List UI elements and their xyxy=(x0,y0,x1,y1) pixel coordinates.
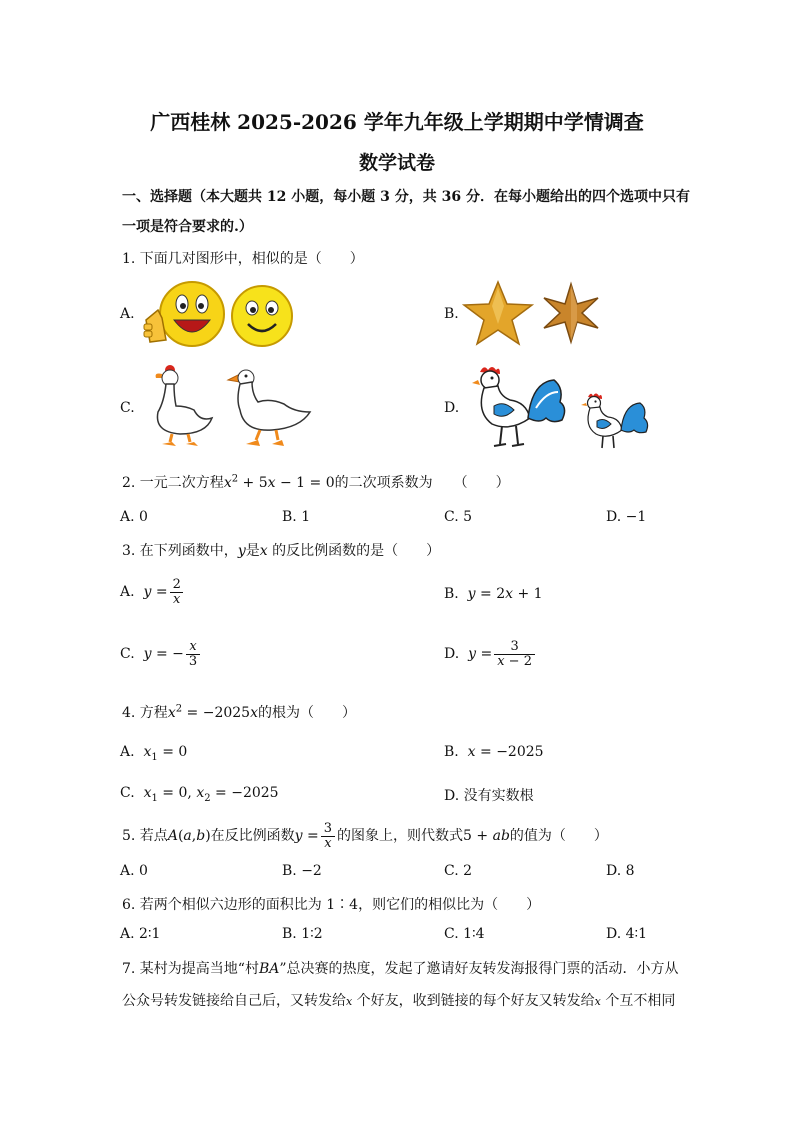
duck-one-image xyxy=(150,362,216,448)
section-heading-line2: 一项是符合要求的.） xyxy=(122,219,253,235)
q6-option-a: A. 2∶1 xyxy=(120,926,161,942)
q2-option-b: B. 1 xyxy=(282,509,311,525)
duck-two-image xyxy=(226,364,312,448)
question-2-stem: 2. 一元二次方程$x^2 + 5x - 1 = 0$的二次项系数为 （ ） xyxy=(122,473,510,491)
q2-option-d: D. −1 xyxy=(606,509,647,525)
q1-option-d-label: D. xyxy=(444,400,460,416)
question-1-stem: 1. 下面几对图形中，相似的是（ ） xyxy=(122,251,364,267)
bronze-star-image xyxy=(540,282,602,344)
rooster-large-image xyxy=(470,362,570,452)
q5-option-d: D. 8 xyxy=(606,863,635,879)
q1-option-b-label: B. xyxy=(444,306,459,322)
question-7-line1: 7. 某村为提高当地“村BA”总决赛的热度，发起了邀请好友转发海报得门票的活动．小方从 xyxy=(122,961,679,977)
q3-option-b: B. y = 2x + 1 xyxy=(444,586,543,602)
smiley-thumbs-up-image xyxy=(140,280,230,352)
q3-option-a: A. y = $\frac{2}{x}$ xyxy=(120,578,186,606)
q6-option-d: D. 4∶1 xyxy=(606,926,648,942)
smiley-face-image xyxy=(230,284,294,348)
question-7-line2: 公众号转发链接给自己后，又转发给x 个好友，收到链接的每个好友又转发给x 个互不相同 xyxy=(122,993,676,1009)
q4-option-c: C. $x_1 = 0$, $x_2 = -2025$ xyxy=(120,785,279,804)
q5-option-c: C. 2 xyxy=(444,863,473,879)
q5-option-a: A. 0 xyxy=(120,863,148,879)
question-3-stem: 3. 在下列函数中，y是x 的反比例函数的是（ ） xyxy=(122,543,441,559)
q6-option-c: C. 1∶4 xyxy=(444,926,485,942)
question-6-stem: 6. 若两个相似六边形的面积比为 1∶4，则它们的相似比为（ ） xyxy=(122,897,541,913)
q3-option-d: D. y = $\frac{3}{x - 2}$ xyxy=(444,640,537,668)
section-heading-line1: 一、选择题（本大题共 12 小题，每小题 3 分，共 36 分．在每小题给出的四个选项中只有 xyxy=(122,189,690,205)
q5-option-b: B. −2 xyxy=(282,863,322,879)
q6-option-b: B. 1∶2 xyxy=(282,926,323,942)
rooster-small-image xyxy=(580,390,650,454)
q4-option-d: D. 没有实数根 xyxy=(444,788,534,804)
q4-option-a: A. $x_1 = 0$ xyxy=(120,744,188,763)
q4-option-b: B. x = −2025 xyxy=(444,744,544,760)
page-subtitle: 数学试卷 xyxy=(358,152,435,174)
q2-option-a: A. 0 xyxy=(120,509,148,525)
q2-option-c: C. 5 xyxy=(444,509,473,525)
page-title: 广西桂林 2025-2026 学年九年级上学期期中学情调查 xyxy=(150,110,644,134)
q3-option-c: C. y = − $\frac{x}{3}$ xyxy=(120,640,202,668)
question-4-stem: 4. 方程$x^2 = -2025x$的根为（ ） xyxy=(122,703,356,721)
gold-star-image xyxy=(462,280,534,346)
q1-option-a-label: A. xyxy=(120,306,135,322)
q1-option-c-label: C. xyxy=(120,400,135,416)
question-5-stem: 5. 若点A(a,b)在反比例函数y = $\frac{3}{x}$ 的图象上，则代数式5 + ab的值为（ ） xyxy=(122,821,608,851)
